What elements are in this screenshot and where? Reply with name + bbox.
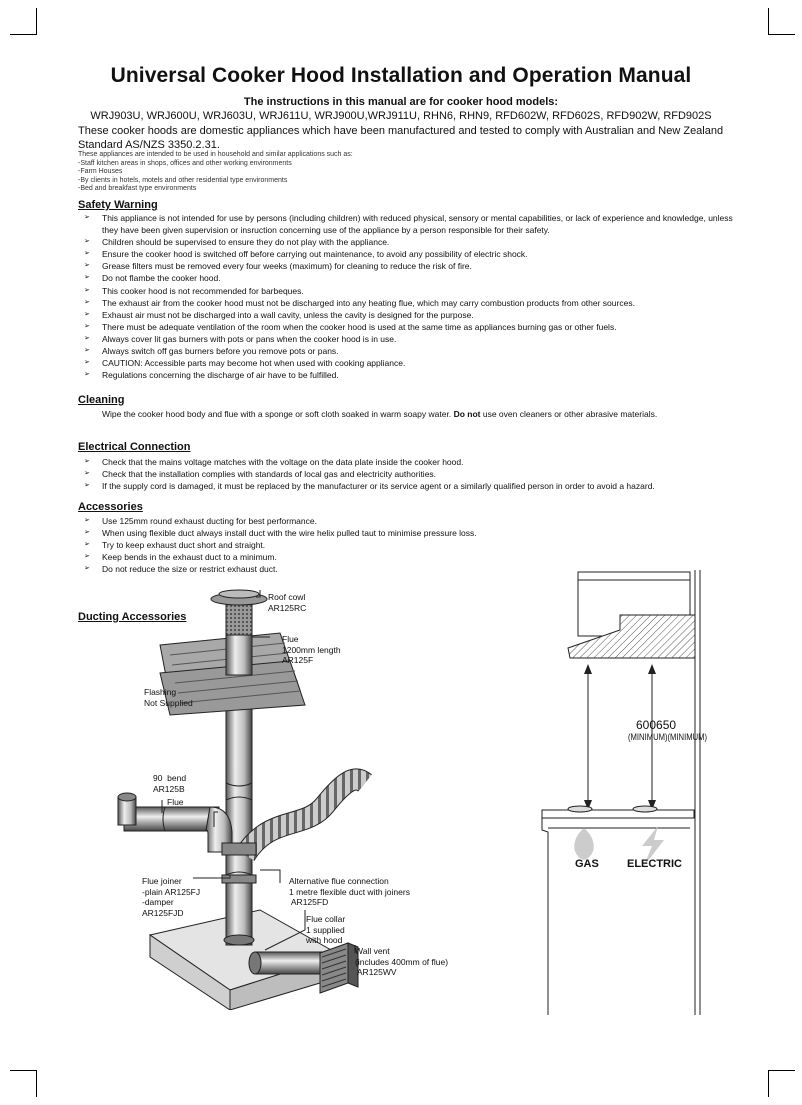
list-item: ➢ CAUTION: Accessible parts may become hot when used with cooking appliance.: [84, 358, 406, 369]
wall-vent-shape: [320, 943, 358, 993]
usage-note: -Bed and breakfast type environments: [78, 185, 197, 192]
crop-mark-top-right: [768, 8, 795, 35]
arrow-bullet-icon: ➢: [84, 371, 90, 379]
arrow-bullet-icon: ➢: [84, 322, 90, 330]
list-item: ➢ Do not reduce the size or restrict exhaust duct.: [84, 564, 278, 575]
list-item: ➢ Check that the installation complies with standards of local gas and electricity authorities.: [84, 469, 437, 480]
list-item: ➢ Grease filters must be removed every four weeks (maximum) for cleaning to reduce the risk of fire.: [84, 261, 472, 272]
flashing-label: Flashing Not Supplied: [144, 687, 193, 708]
arrow-bullet-icon: ➢: [84, 310, 90, 318]
arrow-bullet-icon: ➢: [84, 250, 90, 258]
list-item: ➢ When using flexible duct always install duct with the wire helix pulled taut to minimise pressure loss.: [84, 528, 477, 539]
arrow-bullet-icon: ➢: [84, 529, 90, 537]
crop-mark-bottom-left: [10, 1070, 37, 1097]
list-item: ➢ Regulations concerning the discharge of air have to be fulfilled.: [84, 370, 339, 381]
clearance-diagram: [540, 570, 720, 1015]
list-item: ➢ Try to keep exhaust duct short and straight.: [84, 540, 266, 551]
list-item: ➢ Always cover lit gas burners with pots or pans when the cooker hood is in use.: [84, 333, 397, 344]
arrow-bullet-icon: ➢: [84, 565, 90, 573]
safety-heading: Safety Warning: [78, 199, 158, 211]
list-item: ➢ There must be adequate ventilation of the room when the cooker hood is used at the same time as appliances burning gas or other fuels.: [84, 321, 617, 332]
arrow-bullet-icon: ➢: [84, 298, 90, 306]
arrow-bullet-icon: ➢: [84, 470, 90, 478]
arrow-bullet-icon: ➢: [84, 517, 90, 524]
list-item: ➢ Always switch off gas burners before you remove pots or pans.: [84, 346, 339, 357]
clearance-value: 600650: [636, 718, 677, 732]
alternative-flue-label: Alternative flue connection 1 metre flexible duct with joiners AR125FD: [289, 876, 410, 907]
safety-list: [78, 212, 738, 381]
bend-flue-label: Flue: [167, 797, 184, 807]
arrow-bullet-icon: ➢: [84, 458, 90, 465]
electrical-list: [78, 456, 738, 492]
list-item: ➢ If the supply cord is damaged, it must be replaced by the manufacturer or its service agent or a similarly qualified person in order to avoid a hazard.: [84, 481, 655, 492]
crop-mark-top-left: [10, 8, 37, 35]
list-item: ➢ Check that the mains voltage matches with the voltage on the data plate inside the cooker hood.: [84, 457, 464, 467]
accessories-list: [78, 515, 738, 575]
list-item: ➢ This cooker hood is not recommended for barbeques.: [84, 285, 304, 296]
usage-note: These appliances are intended to be used in household and similar applications such as:: [78, 151, 353, 158]
list-item: ➢ Do not flambe the cooker hood.: [84, 273, 221, 284]
accessories-heading: Accessories: [78, 501, 143, 513]
arrow-bullet-icon: ➢: [84, 553, 90, 561]
arrow-bullet-icon: ➢: [84, 214, 90, 221]
list-item: ➢ The exhaust air from the cooker hood must not be discharged into any heating flue, which may carry combustion products from other sources.: [84, 297, 635, 308]
arrow-bullet-icon: ➢: [84, 347, 90, 355]
usage-notes: [78, 151, 353, 194]
wall-vent-label: Wall vent (includes 400mm of flue) AR125WV: [355, 946, 449, 977]
flue-joiner-label: Flue joiner -plain AR125FJ -damper AR125FJD: [142, 876, 201, 918]
electrical-heading: Electrical Connection: [78, 441, 191, 453]
cleaning-text: Wipe the cooker hood body and flue with a sponge or soft cloth soaked in warm soapy water. Do not use oven cleaners or other abrasive materials.: [102, 409, 658, 419]
list-item: ➢ This appliance is not intended for use by persons (including children) with reduced physical, sensory or mental capabilities, or lack of experience and knowledge, unless they have been given supervision or insruction concerning use of the appliance by a person responsible for their safety.: [84, 213, 733, 236]
electric-label: ELECTRIC: [627, 858, 682, 870]
arrow-bullet-icon: ➢: [84, 334, 90, 342]
arrow-bullet-icon: ➢: [84, 238, 90, 246]
flue-label: Flue 1200mm length AR125F: [282, 634, 341, 665]
flue-collar-label: Flue collar 1 supplied with hood: [306, 914, 346, 945]
usage-note: -By clients in hotels, motels and other residential type environments: [78, 176, 288, 184]
crop-mark-bottom-right: [768, 1070, 795, 1097]
list-item: ➢ Keep bends in the exhaust duct to a minimum.: [84, 552, 277, 563]
list-item: ➢ Use 125mm round exhaust ducting for best performance.: [84, 516, 317, 526]
model-list: WRJ903U, WRJ600U, WRJ603U, WRJ611U, WRJ900U,WRJ911U, RHN6, RHN9, RFD602W, RFD602S, RFD902W, RFD902S: [90, 110, 712, 122]
bend-label: 90 bend AR125B: [153, 773, 187, 794]
cleaning-heading: Cleaning: [78, 394, 125, 406]
gas-flame-icon: [574, 828, 594, 860]
arrow-bullet-icon: ➢: [84, 286, 90, 294]
models-intro: The instructions in this manual are for cooker hood models:: [243, 96, 559, 108]
page-title: Universal Cooker Hood Installation and Operation Manual: [110, 64, 692, 87]
list-item: ➢ Ensure the cooker hood is switched off before carrying out maintenance, to avoid any possibility of electric shock.: [84, 249, 528, 260]
arrow-bullet-icon: ➢: [84, 482, 90, 490]
clearance-unit: (MINIMUM)(MINIMUM): [628, 732, 708, 742]
roof-cowl-label: Roof cowl AR125RC: [268, 592, 307, 613]
compliance-text: These cooker hoods are domestic appliances which have been manufactured and tested to comply with Australian and New Zealand Standard AS/NZS 3350.2.31.: [78, 125, 724, 151]
arrow-bullet-icon: ➢: [84, 262, 90, 270]
usage-note: -Farm Houses: [78, 168, 123, 175]
list-item: ➢ Children should be supervised to ensure they do not play with the appliance.: [84, 237, 390, 248]
ducting-heading: Ducting Accessories: [78, 611, 187, 623]
list-item: ➢ Exhaust air must not be discharged into a wall cavity, unless the cavity is designed for the purpose.: [84, 309, 474, 320]
gas-label: GAS: [575, 858, 599, 870]
usage-note: -Staff kitchen areas in shops, offices and other working environments: [78, 159, 292, 167]
arrow-bullet-icon: ➢: [84, 274, 90, 282]
arrow-bullet-icon: ➢: [84, 541, 90, 549]
arrow-bullet-icon: ➢: [84, 359, 90, 367]
